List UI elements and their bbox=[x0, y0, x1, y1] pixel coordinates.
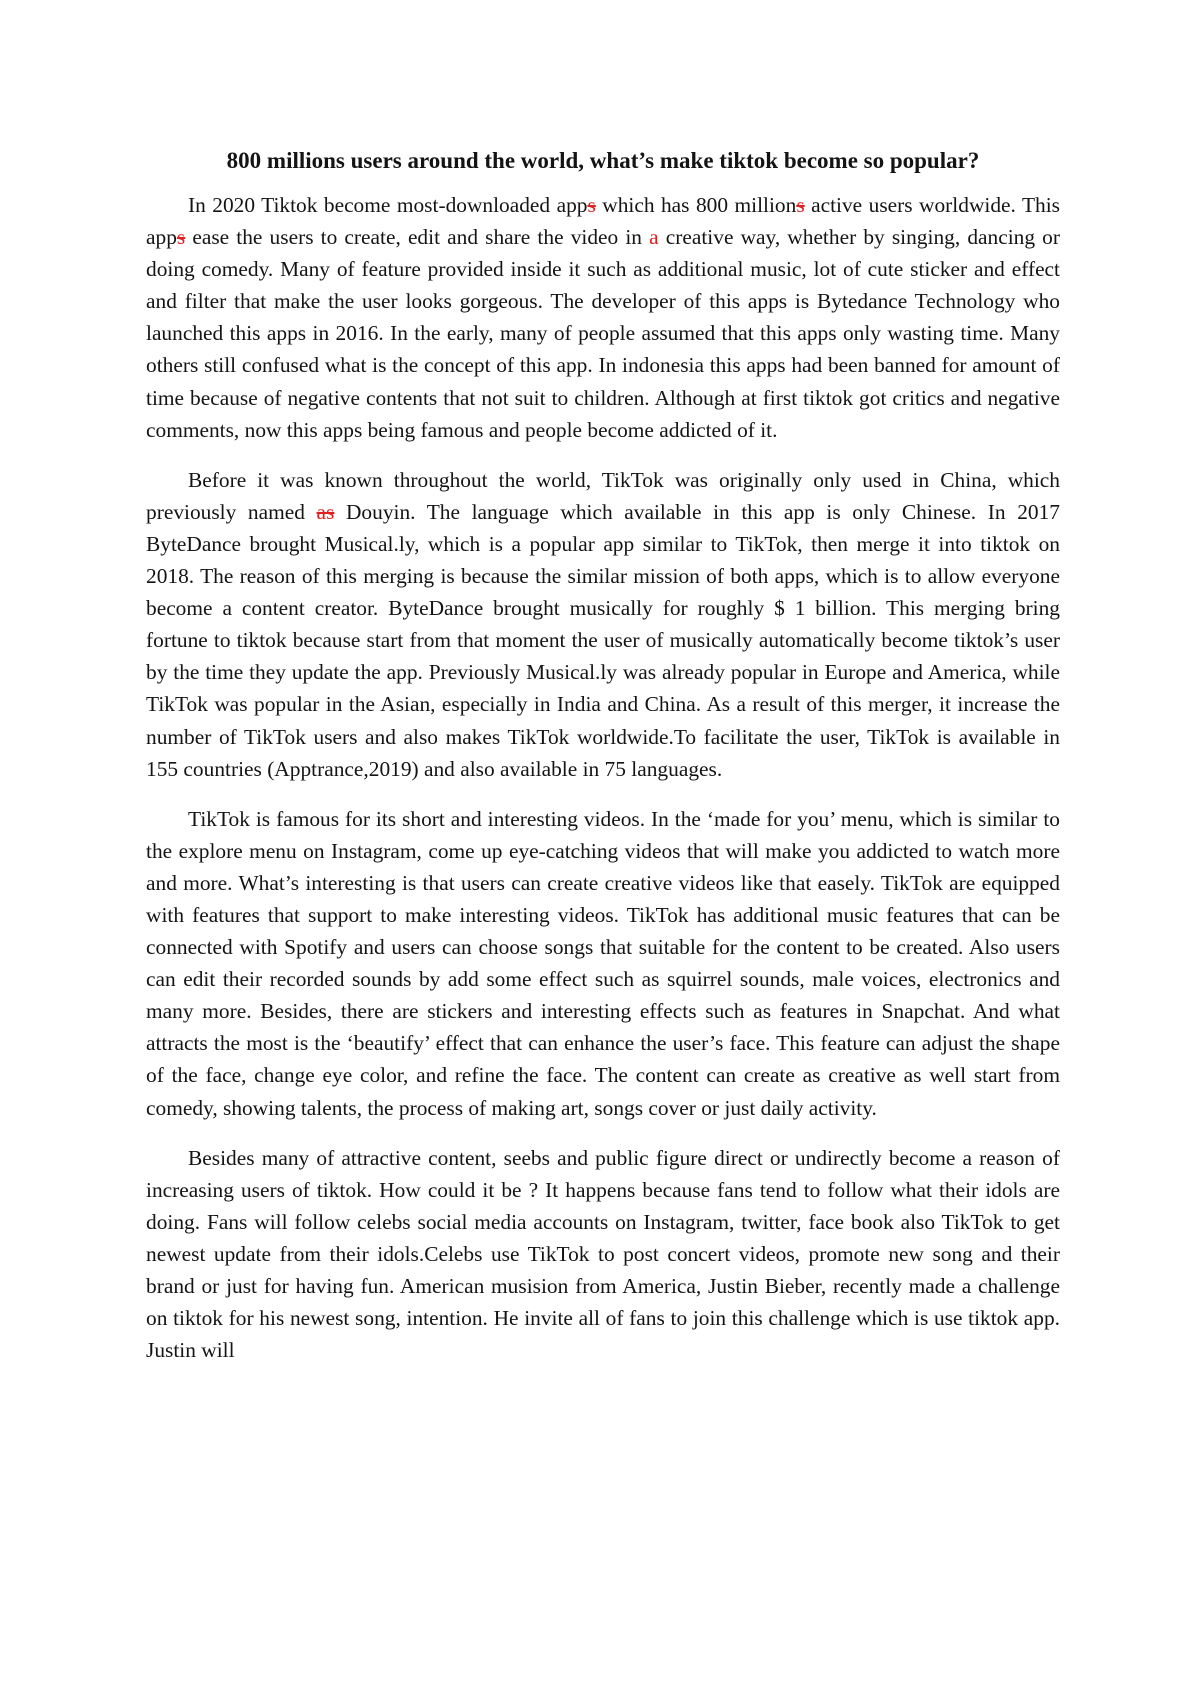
paragraph-text: active users worldwide. This app bbox=[146, 193, 1060, 250]
paragraph-text: Before it was known throughout the world, TikTok was originally only used in China, which previously named bbox=[146, 467, 1060, 524]
paragraph-1 bbox=[146, 189, 1060, 446]
paragraph-3 bbox=[146, 803, 1060, 1124]
paragraph-text: creative way, whether by singing, dancing or doing comedy. Many of feature provided inside it such as additional music, lot of cute sticker and effect and filter that make the user looks gorgeous. The developer of this apps is Bytedance Technology who launched this apps in 2016. In the early, many of people assumed that this apps only wasting time. Many others still confused what is the concept of this app. In indonesia this apps had been banned for amount of time because of negative contents that not suit to children. Although at first tiktok got critics and negative comments, now this apps being famous and people become addicted of it. bbox=[146, 225, 1060, 442]
paragraph-text: which has 800 million bbox=[595, 193, 797, 217]
paragraph-text: In 2020 Tiktok become most-downloaded app bbox=[188, 193, 588, 217]
document-body bbox=[146, 144, 1060, 1384]
inserted-text-mark: a bbox=[649, 225, 659, 250]
deleted-text-mark: s bbox=[587, 193, 596, 217]
paragraph-text: ease the users to create, edit and share the video in bbox=[185, 225, 650, 250]
paragraph-4 bbox=[146, 1142, 1060, 1367]
paragraph-text: TikTok is famous for its short and interesting videos. In the ‘made for you’ menu, which is similar to the explore menu on Instagram, come up eye-catching videos that will make you addicted to watch more and more. What’s interesting is that users can create creative videos like that easely. TikTok are equipped with features that support to make interesting videos. TikTok has additional music features that can be connected with Spotify and users can choose songs that suitable for the content to be created. Also users can edit their recorded sounds by add some effect such as squirrel sounds, male voices, electronics and many more. Besides, there are stickers and interesting effects such as features in Snapchat. And what attracts the most is the ‘beautify’ effect that can enhance the user’s face. This feature can adjust the shape of the face, change eye color, and refine the face. The content can create as creative as well start from comedy, showing talents, the process of making art, songs cover or just daily activity. bbox=[146, 806, 1060, 1120]
deleted-text-mark: as bbox=[316, 499, 335, 524]
paragraph-2 bbox=[146, 464, 1060, 785]
document-title: 800 millions users around the world, what’s make tiktok become so popular? bbox=[226, 148, 980, 173]
paragraph-text: Douyin. The language which available in this app is only Chinese. In 2017 ByteDance brought Musical.ly, which is a popular app similar to TikTok, then merge it into tiktok on 2018. The reason of this merging is because the similar mission of both apps, which is to allow everyone become a content creator. ByteDance brought musically for roughly $ 1 billion. This merging bring fortune to tiktok because start from that moment the user of musically automatically become tiktok’s user by the time they update the app. Previously Musical.ly was already popular in Europe and America, while TikTok was popular in the Asian, especially in India and China. As a result of this merger, it increase the number of TikTok users and also makes TikTok worldwide.To facilitate the user, TikTok is available in 155 countries (Apptrance,2019) and also available in 75 languages. bbox=[146, 499, 1060, 781]
paragraph-text: Besides many of attractive content, seebs and public figure direct or undirectly become a reason of increasing users of tiktok. How could it be ? It happens because fans tend to follow what their idols are doing. Fans will follow celebs social media accounts on Instagram, twitter, face book also TikTok to get newest update from their idols.Celebs use TikTok to post concert videos, promote new song and their brand or just for having fun. American musision from America, Justin Bieber, recently made a challenge on tiktok for his newest song, intention. He invite all of fans to join this challenge which is use tiktok app. Justin will bbox=[146, 1145, 1060, 1363]
deleted-text-mark: s bbox=[796, 193, 805, 217]
deleted-text-mark: s bbox=[176, 225, 186, 250]
